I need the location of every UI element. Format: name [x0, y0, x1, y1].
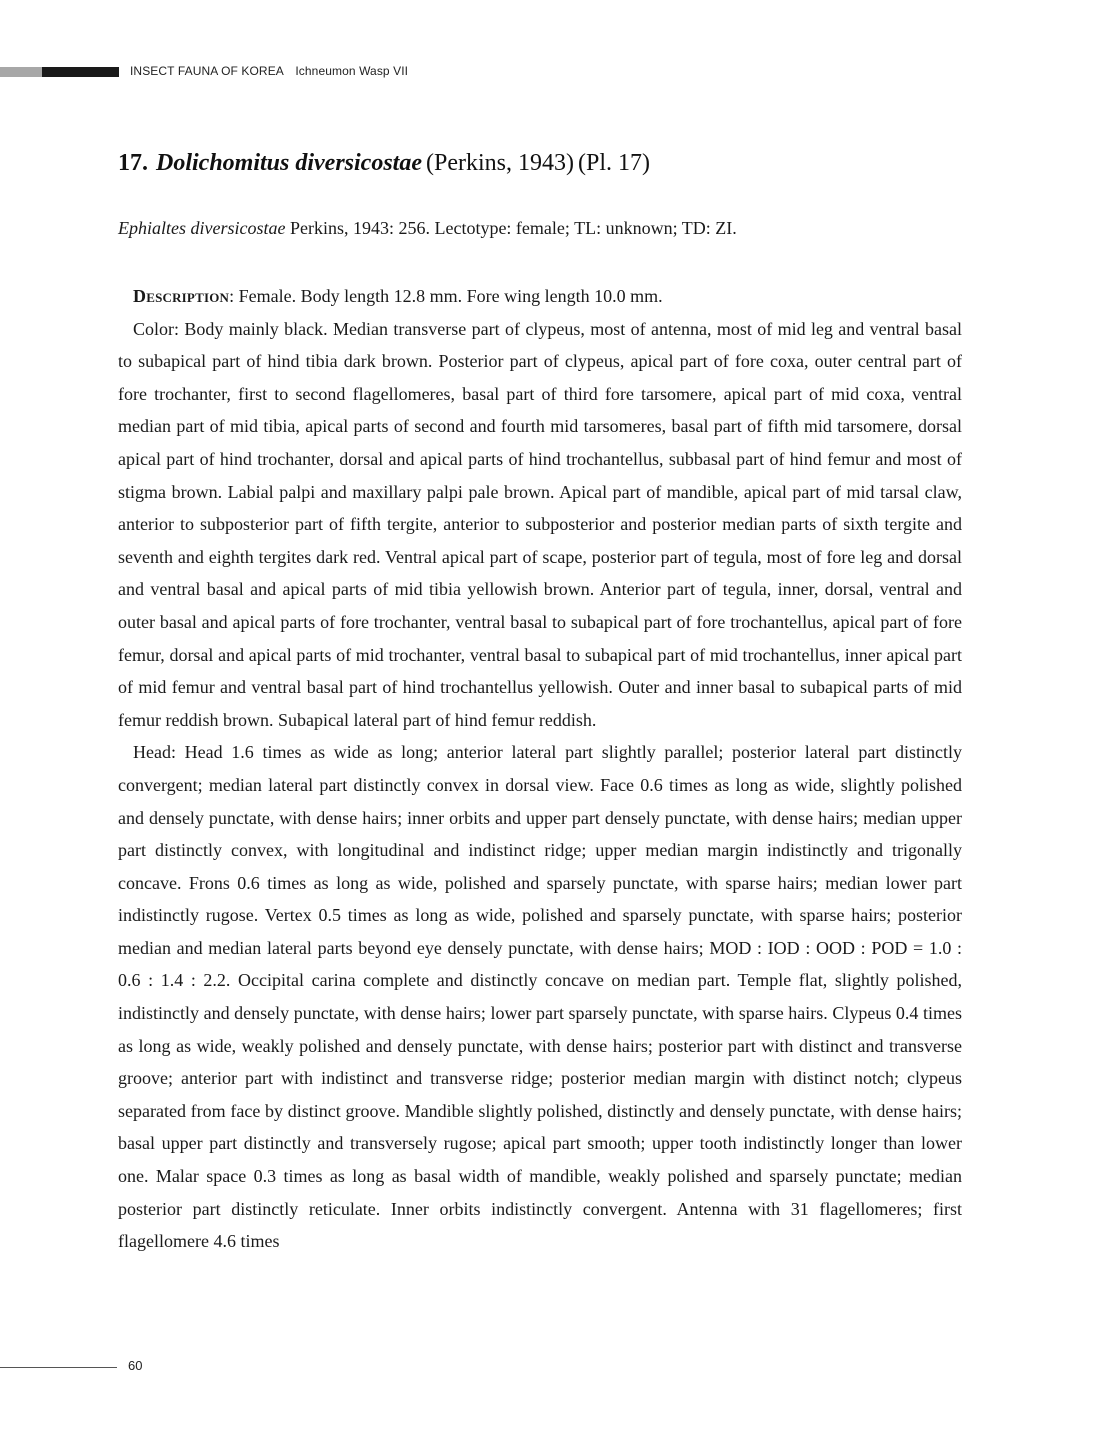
header-volume-title: Ichneumon Wasp VII — [295, 64, 409, 78]
color-paragraph: Color: Body mainly black. Median transverse part of clypeus, most of antenna, most of mid leg and ventral basal to subapical part of hind tibia dark brown. Posterior part of clypeus, apical part of fore coxa, outer central part of fore trochanter, first to second flagellomeres, basal part of third fore tarsomere, apical part of mid coxa, ventral median part of mid tibia, apical parts of second and fourth mid tarsomeres, basal part of fifth mid tarsomere, dorsal apical part of hind trochanter, dorsal and apical parts of hind trochantellus, subbasal part of hind femur and most of stigma brown. Labial palpi and maxillary palpi pale brown. Apical part of mandible, apical part of mid tarsal claw, anterior to subposterior part of fifth tergite, anterior to subposterior and posterior median parts of sixth tergite and seventh and eighth tergites dark red. Ventral apical part of scape, posterior part of tegula, most of fore leg and dorsal and ventral basal and apical parts of mid tibia yellowish brown. Anterior part of tegula, inner, dorsal, ventral and outer basal and apical parts of fore trochanter, ventral basal to subapical part of fore trochantellus, apical part of fore femur, dorsal and apical parts of mid trochanter, ventral basal to subapical part of mid trochantellus, inner apical part of mid femur and ventral basal part of hind trochantellus yellowish. Outer and inner basal to subapical parts of mid femur reddish brown. Subapical lateral part of hind femur reddish. — [118, 318, 962, 730]
description-intro-text: : Female. Body length 12.8 mm. Fore wing length 10.0 mm. — [229, 286, 663, 306]
header-series-title: INSECT FAUNA OF KOREA — [130, 64, 284, 78]
species-author: (Perkins, 1943) — [426, 150, 574, 176]
species-plate: (Pl. 17) — [577, 150, 650, 176]
synonym-name: Ephialtes diversicostae — [118, 218, 286, 238]
description-label: Description — [133, 286, 230, 306]
footer-rule — [0, 1367, 117, 1368]
running-header — [130, 64, 408, 78]
species-name: Dolichomitus diversicostae — [156, 150, 422, 176]
species-title — [118, 150, 650, 177]
header-rule-grey — [0, 67, 42, 77]
description-intro — [118, 280, 962, 313]
species-number: 17. — [118, 150, 148, 176]
head-paragraph: Head: Head 1.6 times as wide as long; anterior lateral part slightly parallel; posterior lateral part distinctly convergent; median lateral part distinctly convex in dorsal view. Face 0.6 times as long as wide, slightly polished and densely punctate, with dense hairs; inner orbits and upper part densely punctate, with dense hairs; median upper part distinctly convex, with longitudinal and indistinct ridge; upper median margin indistinctly and trigonally concave. Frons 0.6 times as long as wide, polished and sparsely punctate, with sparse hairs; median lower part indistinctly rugose. Vertex 0.5 times as long as wide, polished and sparsely punctate, with sparse hairs; posterior median and median lateral parts beyond eye densely punctate, with dense hairs; MOD : IOD : OOD : POD = 1.0 : 0.6 : 1.4 : 2.2. Occipital carina complete and distinctly concave on median part. Temple flat, slightly polished, indistinctly and densely punctate, with dense hairs; lower part sparsely punctate, with sparse hairs. Clypeus 0.4 times as long as wide, weakly polished and densely punctate, with dense hairs; posterior part with distinct and transverse groove; anterior part with indistinct and transverse ridge; posterior median margin with distinct notch; clypeus separated from face by distinct groove. Mandible slightly polished, distinctly and densely punctate, with dense hairs; basal upper part distinctly and transversely rugose; apical part smooth; upper tooth indistinctly longer than lower one. Malar space 0.3 times as long as basal width of mandible, weakly polished and sparsely punctate; median posterior part distinctly reticulate. Inner orbits indistinctly convergent. Antenna with 31 flagellomeres; first flagellomere 4.6 times — [118, 742, 962, 1252]
header-rule-black — [42, 67, 119, 77]
description-body — [118, 280, 962, 1258]
synonym-line — [118, 218, 737, 239]
synonym-citation: Perkins, 1943: 256. Lectotype: female; TL: unknown; TD: ZI. — [285, 218, 737, 238]
page-number: 60 — [128, 1358, 143, 1373]
